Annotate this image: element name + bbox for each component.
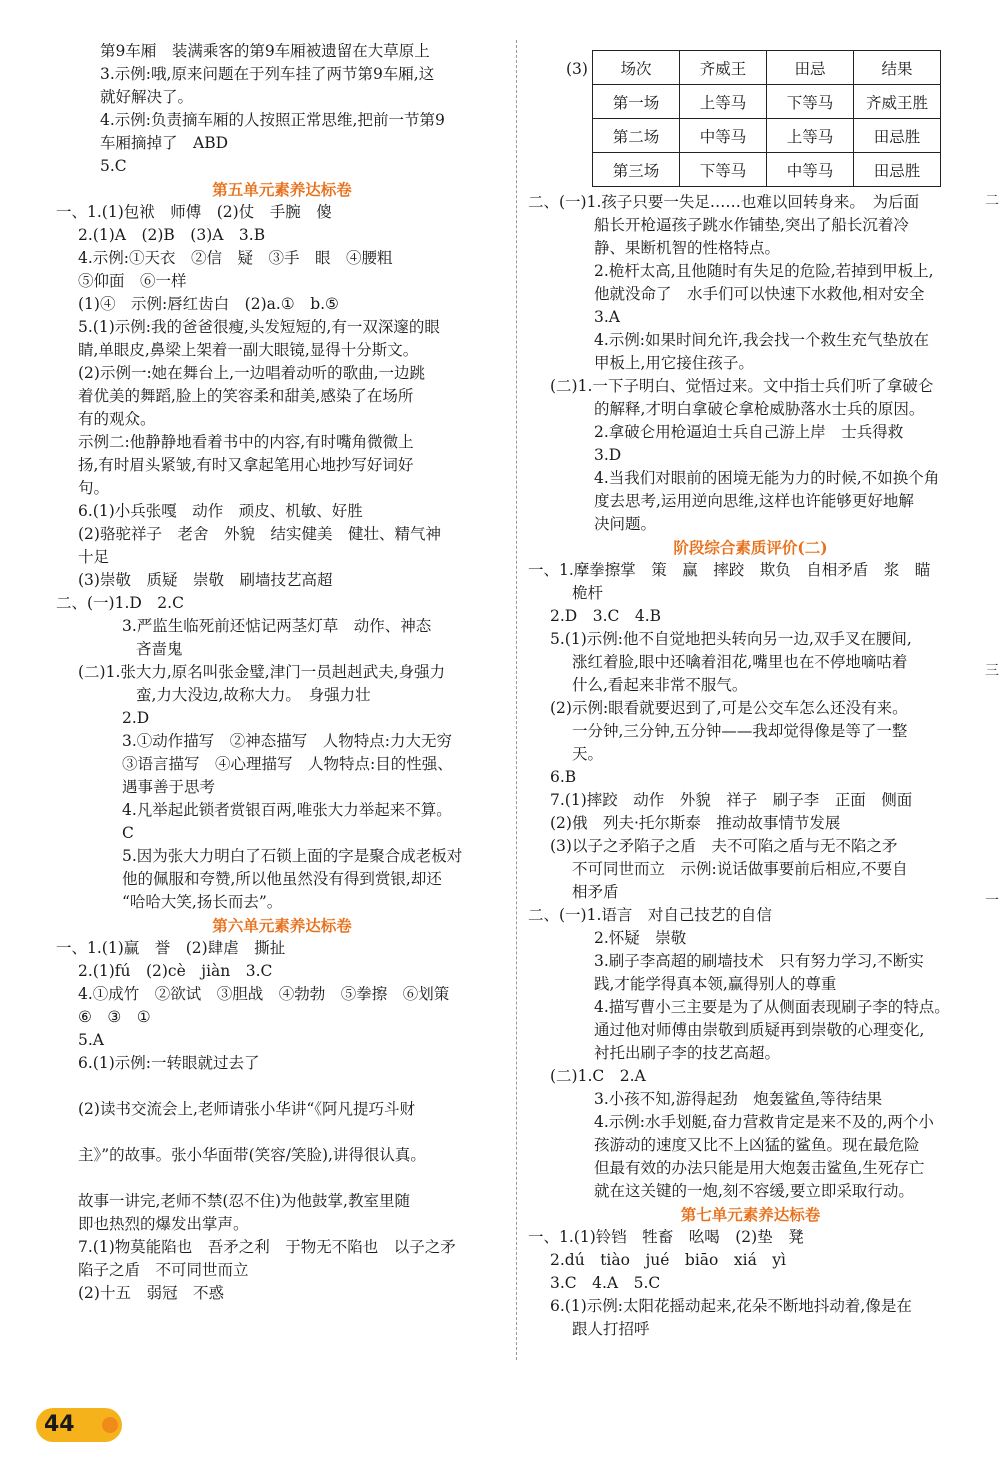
answer-line: 4.当我们对眼前的困境无能为力的时候,不如换个角 bbox=[594, 469, 940, 487]
answer-line: 船长开枪逼孩子跳水作铺垫,突出了船长沉着冷 bbox=[594, 216, 909, 234]
answer-line: 的解释,才明白拿破仑拿枪威胁落水士兵的原因。 bbox=[594, 400, 925, 418]
answer-line: 2.(1)fú (2)cè jiàn 3.C bbox=[78, 962, 273, 980]
answer-line: ③语言描写 ④心理描写 人物特点:目的性强、 bbox=[122, 755, 453, 773]
answer-line: 他的佩服和夸赞,所以他虽然没有得到赏银,却还 bbox=[122, 870, 442, 888]
badge-dot-1 bbox=[82, 1423, 87, 1428]
answer-line bbox=[56, 1121, 508, 1144]
answer-line: 一分钟,三分钟,五分钟——我却觉得像是等了一整 bbox=[572, 722, 908, 740]
answer-line: 句。 bbox=[78, 479, 110, 497]
answer-line: 不可同世而立 示例:说话做事要前后相应,不要自 bbox=[572, 860, 908, 878]
answer-line: 二、(一)1.D 2.C bbox=[56, 594, 184, 612]
table-cell: 田忌胜 bbox=[854, 153, 941, 187]
table-row bbox=[593, 153, 941, 187]
answer-line: 7.(1)摔跤 动作 外貌 祥子 刷子李 正面 侧面 bbox=[550, 791, 913, 809]
answer-line: “哈哈大笑,扬长而去”。 bbox=[122, 893, 283, 911]
table-cell: 上等马 bbox=[680, 85, 767, 119]
table-label: (3) bbox=[566, 60, 588, 78]
horse-race-table bbox=[592, 50, 941, 187]
answer-line: 4.凡举起此锁者赏银百两,唯张大力举起来不算。 bbox=[122, 801, 452, 819]
answer-line: 主》”的故事。张小华面带(笑容/笑脸),讲得很认真。 bbox=[78, 1146, 426, 1164]
table-cell: 第二场 bbox=[593, 119, 680, 153]
table-header-row bbox=[593, 51, 941, 85]
answer-line: 一、1.摩拳擦掌 策 赢 摔跤 欺负 自相矛盾 浆 瞄 bbox=[528, 561, 931, 579]
section-heading: 第六单元素养达标卷 bbox=[212, 916, 352, 935]
answer-line: 6.(1)示例:一转眼就过去了 bbox=[78, 1054, 260, 1072]
answer-line: 但最有效的办法只能是用大炮轰击鲨鱼,生死存亡 bbox=[594, 1159, 925, 1177]
answer-line: 3.小孩不知,游得起劲 炮轰鲨鱼,等待结果 bbox=[594, 1090, 883, 1108]
answer-line: 践,才能学得真本领,赢得别人的尊重 bbox=[594, 975, 837, 993]
answer-line: 2.D bbox=[122, 709, 150, 727]
section-heading: 第五单元素养达标卷 bbox=[212, 180, 352, 199]
answer-line: 度去思考,运用逆向思维,这样也许能够更好地解 bbox=[594, 492, 914, 510]
answer-line: 车厢摘掉了 ABD bbox=[100, 134, 229, 152]
answer-line: 二、(一)1.孩子只要一失足……也难以回转身来。 为后面 bbox=[528, 193, 920, 211]
answer-line: 4.描写曹小三主要是为了从侧面表现刷子李的特点。 bbox=[594, 998, 950, 1016]
answer-line: 第9车厢 装满乘客的第9车厢被遗留在大草原上 bbox=[100, 42, 430, 60]
answer-line: 跟人打招呼 bbox=[572, 1320, 650, 1338]
answer-line: 4.示例:如果时间允许,我会找一个救生充气垫放在 bbox=[594, 331, 929, 349]
answer-line: 2.怀疑 崇敬 bbox=[594, 929, 687, 947]
answer-line: (2)俄 列夫·托尔斯泰 推动故事情节发展 bbox=[550, 814, 841, 832]
answer-line: 5.(1)示例:我的爸爸很瘦,头发短短的,有一双深邃的眼 bbox=[78, 318, 440, 336]
answer-line: 一、1.(1)铃铛 牲畜 吆喝 (2)垫 凳 bbox=[528, 1228, 804, 1246]
table-cell: 齐威王 bbox=[680, 51, 767, 85]
table-cell: 第三场 bbox=[593, 153, 680, 187]
answer-line: (2)骆驼祥子 老舍 外貌 结实健美 健壮、精气神 bbox=[78, 525, 441, 543]
answer-line: 3.①动作描写 ②神态描写 人物特点:力大无穷 bbox=[122, 732, 453, 750]
table-cell: 下等马 bbox=[767, 85, 854, 119]
answer-line: 决问题。 bbox=[594, 515, 657, 533]
right-column bbox=[528, 40, 973, 1341]
answer-line: 3.A bbox=[594, 308, 620, 326]
answer-line: 二、(一)1.语言 对自己技艺的自信 bbox=[528, 906, 772, 924]
answer-line: 什么,看起来非常不服气。 bbox=[572, 676, 748, 694]
answer-line: 十足 bbox=[78, 548, 110, 566]
table-cell: 下等马 bbox=[680, 153, 767, 187]
answer-line: 2.dú tiào jué biāo xiá yì bbox=[550, 1251, 787, 1269]
edge-mark-mid: 三 bbox=[985, 663, 999, 679]
answer-line: C bbox=[122, 824, 134, 842]
answer-line: 静、果断机智的性格特点。 bbox=[594, 239, 781, 257]
answer-line: 桅杆 bbox=[572, 584, 604, 602]
answer-line: 衬托出刷子李的技艺高超。 bbox=[594, 1044, 781, 1062]
table-cell: 田忌 bbox=[767, 51, 854, 85]
table-cell: 齐威王胜 bbox=[854, 85, 941, 119]
answer-line: 4.①成竹 ②欲试 ③胆战 ④勃勃 ⑤拳擦 ⑥划策 bbox=[78, 985, 450, 1003]
answer-line: 7.(1)物莫能陷也 吾矛之利 于物无不陷也 以子之矛 bbox=[78, 1238, 456, 1256]
table-cell: 结果 bbox=[854, 51, 941, 85]
section-heading: 第七单元素养达标卷 bbox=[680, 1205, 821, 1224]
answer-line: 孩游动的速度又比不上凶猛的鲨鱼。现在最危险 bbox=[594, 1136, 920, 1154]
answer-line: 天。 bbox=[572, 745, 604, 763]
table-row bbox=[593, 119, 941, 153]
answer-line bbox=[56, 1167, 508, 1190]
answer-line: 3.刷子李高超的刷墙技术 只有努力学习,不断实 bbox=[594, 952, 924, 970]
table-cell: 中等马 bbox=[680, 119, 767, 153]
answer-line: 5.A bbox=[78, 1031, 104, 1049]
answer-line: 2.拿破仑用枪逼迫士兵自己游上岸 士兵得救 bbox=[594, 423, 904, 441]
answer-line: 遇事善于思考 bbox=[122, 778, 216, 796]
answer-line: 2.D 3.C 4.B bbox=[550, 607, 662, 625]
answer-line: 4.示例:负责摘车厢的人按照正常思维,把前一节第9 bbox=[100, 111, 445, 129]
answer-line: ⑥ ③ ① bbox=[78, 1008, 151, 1026]
answer-line: 3.严监生临死前还惦记两茎灯草 动作、神态 bbox=[122, 617, 432, 635]
answer-line: (2)示例:眼看就要迟到了,可是公交车怎么还没有来。 bbox=[550, 699, 908, 717]
answer-line: 故事一讲完,老师不禁(忍不住)为他鼓掌,教室里随 bbox=[78, 1192, 410, 1210]
answer-line: 吝啬鬼 bbox=[136, 640, 183, 658]
answer-line: 着优美的舞蹈,脸上的笑容柔和甜美,感染了在场所 bbox=[78, 387, 414, 405]
answer-line: (2)读书交流会上,老师请张小华讲“《阿凡提巧斗财 bbox=[78, 1100, 416, 1118]
answer-line: (1)④ 示例:唇红齿白 (2)a.① b.⑤ bbox=[78, 295, 339, 313]
answer-line: 6.B bbox=[550, 768, 577, 786]
table-cell: 第一场 bbox=[593, 85, 680, 119]
answer-line: (二)1.C 2.A bbox=[550, 1067, 646, 1085]
comparison-table-block bbox=[528, 50, 973, 187]
answer-line: 甲板上,用它接住孩子。 bbox=[594, 354, 754, 372]
left-column bbox=[56, 40, 508, 1305]
answer-line: 他就没命了 水手们可以快速下水救他,相对安全 bbox=[594, 285, 925, 303]
answer-line: 就在这关键的一炮,刻不容缓,要立即采取行动。 bbox=[594, 1182, 914, 1200]
answer-line: 5.C bbox=[100, 157, 127, 175]
answer-line: 一、1.(1)包袱 师傅 (2)仗 手腕 傻 bbox=[56, 203, 332, 221]
answer-line bbox=[56, 1075, 508, 1098]
answer-line: 示例二:他静静地看着书中的内容,有时嘴角微微上 bbox=[78, 433, 414, 451]
answer-line: 蛮,力大没边,故称大力。 身强力壮 bbox=[136, 686, 371, 704]
page-number: 44 bbox=[44, 1412, 75, 1437]
answer-line: 6.(1)小兵张嘎 动作 顽皮、机敏、好胜 bbox=[78, 502, 363, 520]
answer-line: 2.桅杆太高,且他随时有失足的危险,若掉到甲板上, bbox=[594, 262, 934, 280]
badge-blob bbox=[102, 1417, 118, 1433]
answer-line: 相矛盾 bbox=[572, 883, 619, 901]
right-answer-lines bbox=[528, 191, 973, 1341]
answer-line: (二)1.一下子明白、觉悟过来。文中指士兵们听了拿破仑 bbox=[550, 377, 934, 395]
answer-line: 2.(1)A (2)B (3)A 3.B bbox=[78, 226, 266, 244]
answer-line: (2)示例一:她在舞台上,一边唱着动听的歌曲,一边跳 bbox=[78, 364, 426, 382]
answer-line: 5.(1)示例:他不自觉地把头转向另一边,双手叉在腰间, bbox=[550, 630, 912, 648]
answer-line: 3.D bbox=[594, 446, 622, 464]
answer-line: 就好解决了。 bbox=[100, 88, 194, 106]
answer-line: 即也热烈的爆发出掌声。 bbox=[78, 1215, 249, 1233]
answer-line: (2)十五 弱冠 不惑 bbox=[78, 1284, 224, 1302]
answer-line: (二)1.张大力,原名叫张金璧,津门一员赳赳武夫,身强力 bbox=[78, 663, 446, 681]
column-divider bbox=[516, 40, 517, 1360]
table-cell: 田忌胜 bbox=[854, 119, 941, 153]
section-heading: 阶段综合素质评价(二) bbox=[673, 538, 828, 557]
table-row bbox=[593, 85, 941, 119]
answer-line: 4.示例:①天衣 ②信 疑 ③手 眼 ④腰粗 bbox=[78, 249, 393, 267]
edge-mark-bottom: 一 bbox=[985, 893, 999, 909]
table-cell: 中等马 bbox=[767, 153, 854, 187]
edge-mark-top: 二 bbox=[985, 193, 999, 209]
answer-line: (3)崇敬 质疑 崇敬 刷墙技艺高超 bbox=[78, 571, 333, 589]
table-cell: 场次 bbox=[593, 51, 680, 85]
answer-line: 有的观众。 bbox=[78, 410, 156, 428]
table-cell: 上等马 bbox=[767, 119, 854, 153]
answer-line: 3.C 4.A 5.C bbox=[550, 1274, 661, 1292]
answer-line: 3.示例:哦,原来问题在于列车挂了两节第9车厢,这 bbox=[100, 65, 435, 83]
answer-line: 陷子之盾 不可同世而立 bbox=[78, 1261, 249, 1279]
badge-dot-2 bbox=[92, 1423, 97, 1428]
page-number-badge bbox=[36, 1408, 122, 1442]
answer-line: 5.因为张大力明白了石锁上面的字是聚合成老板对 bbox=[122, 847, 463, 865]
answer-line: 扬,有时眉头紧皱,有时又拿起笔用心地抄写好词好 bbox=[78, 456, 414, 474]
answer-line: 一、1.(1)赢 誉 (2)肆虐 撕扯 bbox=[56, 939, 286, 957]
answer-line: (3)以子之矛陷子之盾 夫不可陷之盾与无不陷之矛 bbox=[550, 837, 898, 855]
answer-line: 4.示例:水手划艇,奋力营救肯定是来不及的,两个小 bbox=[594, 1113, 934, 1131]
answer-line: 睛,单眼皮,鼻梁上架着一副大眼镜,显得十分斯文。 bbox=[78, 341, 419, 359]
answer-line: 6.(1)示例:太阳花摇动起来,花朵不断地抖动着,像是在 bbox=[550, 1297, 912, 1315]
answer-line: 涨红着脸,眼中还噙着泪花,嘴里也在不停地嘀咕着 bbox=[572, 653, 908, 671]
answer-line: ⑤仰面 ⑥一样 bbox=[78, 272, 187, 290]
answer-line: 通过他对师傅由崇敬到质疑再到崇敬的心理变化, bbox=[594, 1021, 925, 1039]
